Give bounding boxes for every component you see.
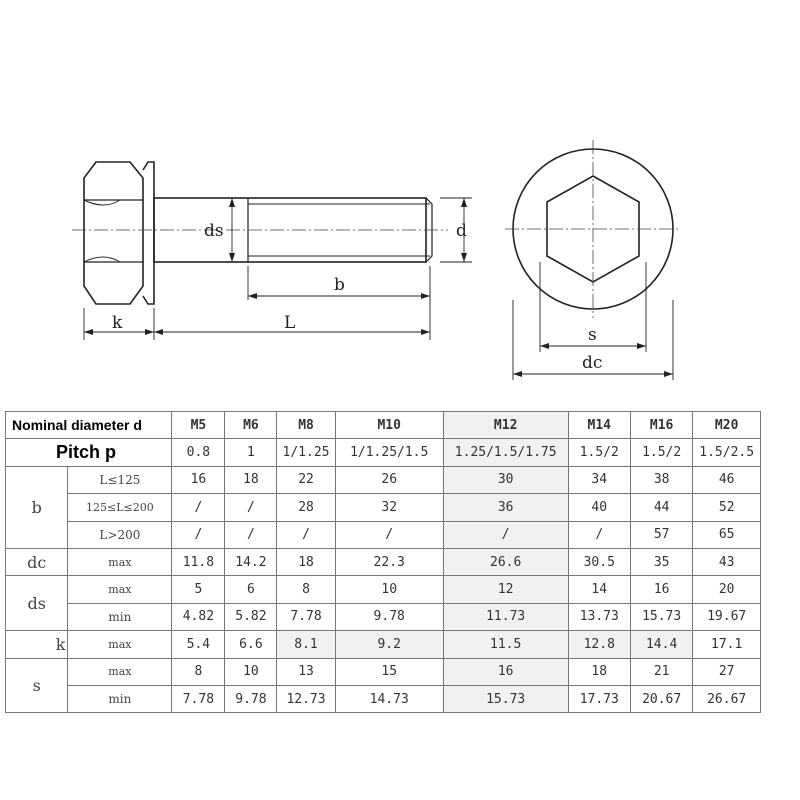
value-cell: 16 [172,466,225,493]
value-cell: 13 [277,658,335,685]
pitch-row [6,439,761,466]
ds-row-max [6,576,761,603]
s-row-max [6,658,761,685]
nominal-diameter-label: Nominal diameter d [6,412,172,439]
value-cell: 8.1 [277,631,335,658]
value-cell: / [568,521,630,548]
value-cell: 8 [172,658,225,685]
value-cell: 14.73 [335,685,443,712]
value-cell: 15 [335,658,443,685]
value-cell: 16 [443,658,568,685]
value-cell: 18 [225,466,277,493]
size-cell: M12 [443,412,568,439]
size-cell: M16 [630,412,692,439]
value-cell: 22.3 [335,548,443,575]
value-cell: 34 [568,466,630,493]
value-cell: 8 [277,576,335,603]
value-cell: 27 [693,658,761,685]
size-cell: M14 [568,412,630,439]
dim-b-label: b [334,275,345,295]
bolt-spec-table [5,411,761,713]
value-cell: 5 [172,576,225,603]
value-cell: 30 [443,466,568,493]
value-cell: 65 [693,521,761,548]
value-cell: 12.8 [568,631,630,658]
value-cell: 6 [225,576,277,603]
value-cell: 28 [277,494,335,521]
k-row [6,631,761,658]
value-cell: 26 [335,466,443,493]
value-cell: 19.67 [693,603,761,630]
b-row-3 [6,521,761,548]
value-cell: 11.5 [443,631,568,658]
value-cell: 17.73 [568,685,630,712]
value-cell: 12 [443,576,568,603]
value-cell: 10 [225,658,277,685]
value-cell: 30.5 [568,548,630,575]
value-cell: 17.1 [693,631,761,658]
b-row-1 [6,466,761,493]
value-cell: 18 [277,548,335,575]
pitch-cell: 1.5/2 [630,439,692,466]
value-cell: 15.73 [443,685,568,712]
value-cell: 12.73 [277,685,335,712]
value-cell: 26.67 [693,685,761,712]
ds-row-min [6,603,761,630]
dc-sub-label: max [68,548,172,575]
k-sub-label: max [68,631,172,658]
value-cell: 15.73 [630,603,692,630]
value-cell: 6.6 [225,631,277,658]
pitch-cell: 1/1.25 [277,439,335,466]
dc-row [6,548,761,575]
value-cell: / [277,521,335,548]
pitch-cell: 1 [225,439,277,466]
value-cell: 40 [568,494,630,521]
s-sub-label: max [68,658,172,685]
b-group-label: b [6,466,68,548]
value-cell: 36 [443,494,568,521]
value-cell: 52 [693,494,761,521]
value-cell: / [225,494,277,521]
value-cell: 10 [335,576,443,603]
pitch-cell: 1/1.25/1.5 [335,439,443,466]
s-row-min [6,685,761,712]
value-cell: 7.78 [277,603,335,630]
value-cell: 11.73 [443,603,568,630]
size-cell: M20 [693,412,761,439]
ds-group-label: ds [6,576,68,631]
pitch-cell: 0.8 [172,439,225,466]
b-row-2 [6,494,761,521]
value-cell: 22 [277,466,335,493]
value-cell: 35 [630,548,692,575]
ds-sub-label: min [68,603,172,630]
value-cell: 16 [630,576,692,603]
dim-dc-label: dc [582,353,603,373]
value-cell: 14.4 [630,631,692,658]
dim-d-label: d [456,221,467,241]
bolt-head-side [84,162,143,304]
value-cell: 46 [693,466,761,493]
value-cell: 9.78 [225,685,277,712]
ds-sub-label: max [68,576,172,603]
value-cell: 44 [630,494,692,521]
s-group-label: s [6,658,68,713]
value-cell: 5.4 [172,631,225,658]
size-header-row [6,412,761,439]
value-cell: / [172,494,225,521]
value-cell: 4.82 [172,603,225,630]
value-cell: 21 [630,658,692,685]
value-cell: 38 [630,466,692,493]
pitch-cell: 1.5/2 [568,439,630,466]
value-cell: 5.82 [225,603,277,630]
size-cell: M8 [277,412,335,439]
value-cell: 20 [693,576,761,603]
value-cell: / [172,521,225,548]
value-cell: 13.73 [568,603,630,630]
b-condition: L>200 [68,521,172,548]
k-group-label: k [6,631,68,658]
value-cell: 18 [568,658,630,685]
value-cell: 14.2 [225,548,277,575]
dim-s-label: s [588,325,597,345]
dim-L-label: L [284,313,296,333]
value-cell: / [335,521,443,548]
pitch-cell: 1.25/1.5/1.75 [443,439,568,466]
value-cell: / [225,521,277,548]
value-cell: 9.78 [335,603,443,630]
value-cell: 9.2 [335,631,443,658]
b-condition: L≤125 [68,466,172,493]
value-cell: 57 [630,521,692,548]
value-cell: 11.8 [172,548,225,575]
value-cell: 20.67 [630,685,692,712]
size-cell: M10 [335,412,443,439]
value-cell: 43 [693,548,761,575]
dim-ds-label: ds [204,221,224,241]
dim-k-label: k [112,313,123,333]
pitch-label: Pitch p [6,439,172,466]
value-cell: 26.6 [443,548,568,575]
size-cell: M6 [225,412,277,439]
b-condition: 125≤L≤200 [68,494,172,521]
value-cell: 14 [568,576,630,603]
value-cell: 7.78 [172,685,225,712]
bolt-flange-side [143,162,154,304]
size-cell: M5 [172,412,225,439]
s-sub-label: min [68,685,172,712]
value-cell: 32 [335,494,443,521]
pitch-cell: 1.5/2.5 [693,439,761,466]
value-cell: / [443,521,568,548]
dc-group-label: dc [6,548,68,575]
